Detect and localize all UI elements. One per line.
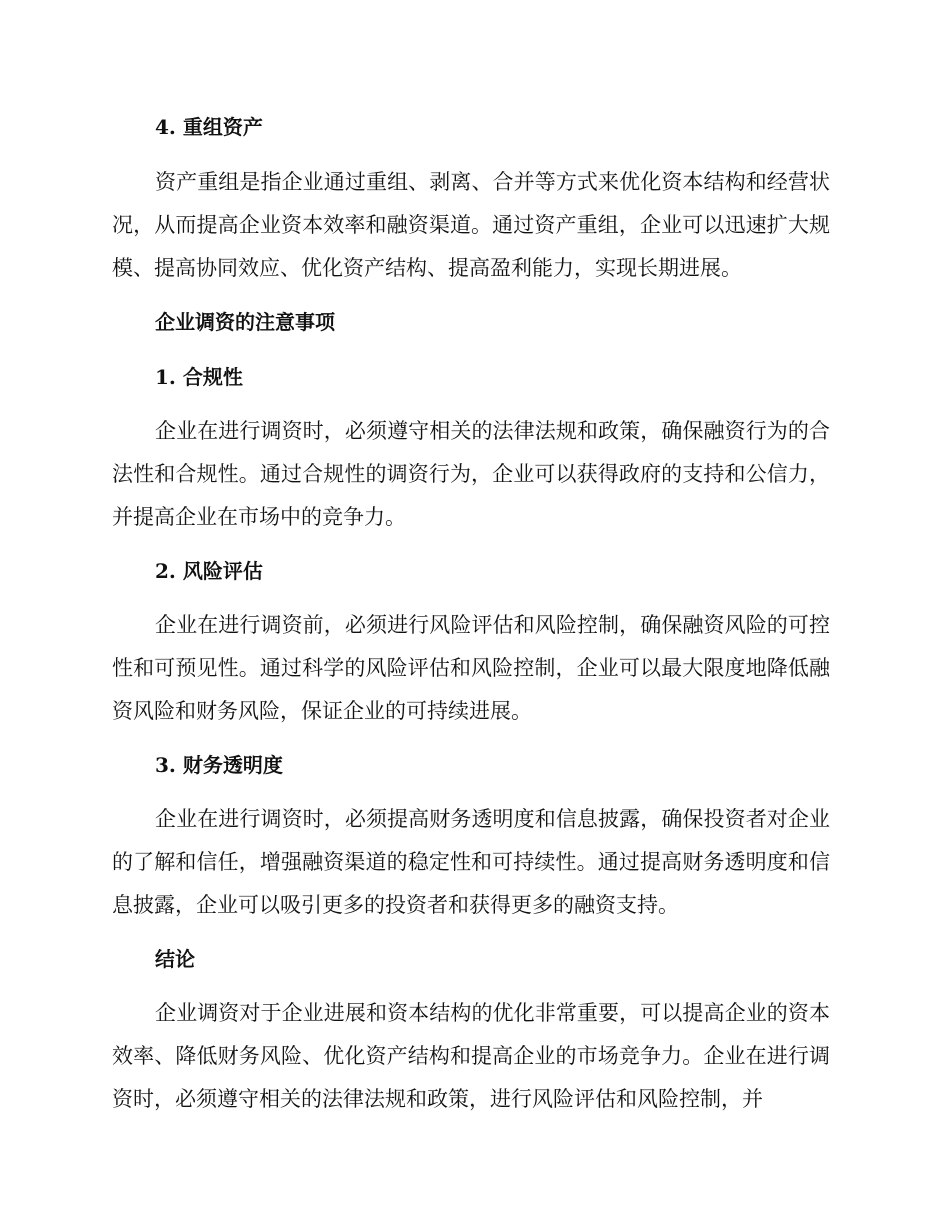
section-heading-restructure-assets: 4. 重组资产 [155,115,263,139]
section-heading-financial-transparency: 3. 财务透明度 [155,753,283,777]
paragraph-financial-transparency: 企业在进行调资时，必须提高财务透明度和信息披露，确保投资者对企业的了解和信任，增强融资渠道的稳定性和可持续性。通过提高财务透明度和信息披露，企业可以吸引更多的投资者和获得更多的融资支持。 [112,807,830,917]
section-heading-risk-assessment: 2. 风险评估 [155,559,263,583]
paragraph-conclusion: 企业调资对于企业进展和资本结构的优化非常重要，可以提高企业的资本效率、降低财务风险、优化资产结构和提高企业的市场竞争力。企业在进行调资时，必须遵守相关的法律法规和政策，进行风险评估和风险控制，并 [112,1001,830,1111]
paragraph-compliance: 企业在进行调资时，必须遵守相关的法律法规和政策，确保融资行为的合法性和合规性。通过合规性的调资行为，企业可以获得政府的支持和公信力，并提高企业在市场中的竞争力。 [112,419,830,529]
paragraph-restructure-assets: 资产重组是指企业通过重组、剥离、合并等方式来优化资本结构和经营状况，从而提高企业资本效率和融资渠道。通过资产重组，企业可以迅速扩大规模、提高协同效应、优化资产结构、提高盈利能力，实现长期进展。 [112,170,830,280]
paragraph-risk-assessment: 企业在进行调资前，必须进行风险评估和风险控制，确保融资风险的可控性和可预见性。通过科学的风险评估和风险控制，企业可以最大限度地降低融资风险和财务风险，保证企业的可持续进展。 [112,613,830,723]
section-heading-compliance: 1. 合规性 [155,365,243,389]
section-heading-conclusion: 结论 [155,947,195,971]
section-heading-precautions: 企业调资的注意事项 [155,310,335,334]
